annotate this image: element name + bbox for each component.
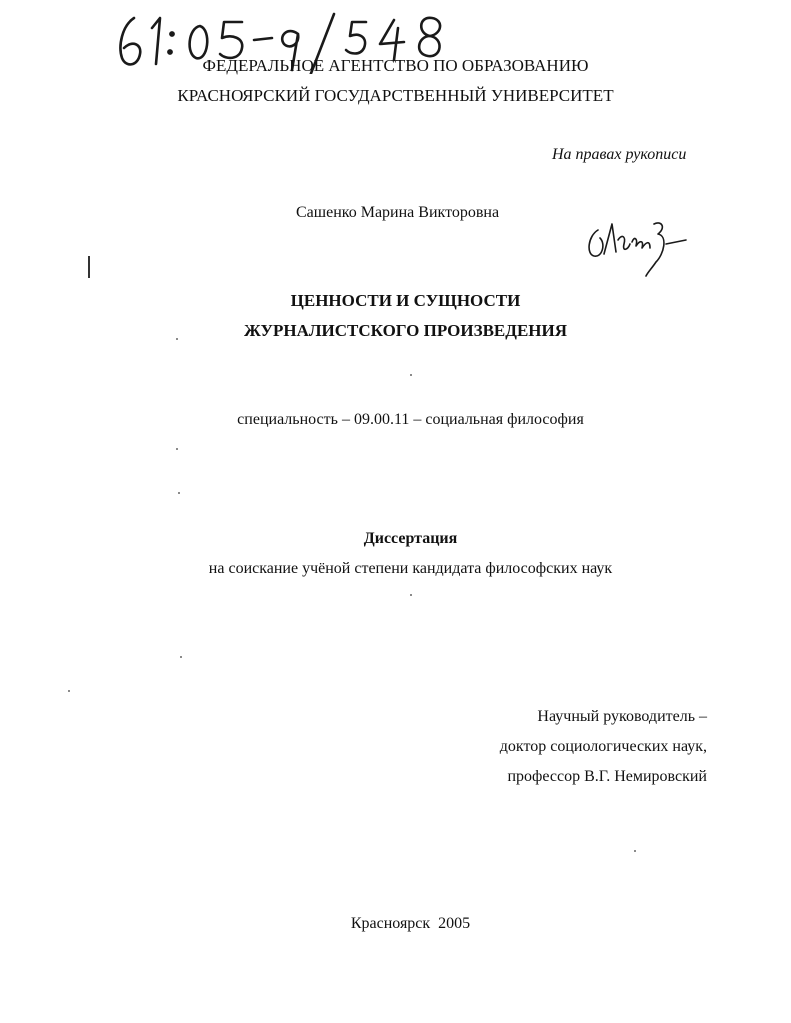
scan-speck [176,338,178,340]
scan-speck [180,656,182,658]
supervisor-line-2: доктор социологических наук, [499,738,707,755]
supervisor-line-1: Научный руководитель – [537,708,707,725]
rights-note: На правах рукописи [552,146,687,163]
margin-mark [88,256,90,278]
scan-speck [410,594,412,596]
scan-speck [634,850,636,852]
author-name: Сашенко Марина Викторовна [296,204,500,221]
scan-speck [410,374,412,376]
scan-speck [68,690,70,692]
agency-name: ФЕДЕРАЛЬНОЕ АГЕНТСТВО ПО ОБРАЗОВАНИЮ [202,56,589,75]
university-name: КРАСНОЯРСКИЙ ГОСУДАРСТВЕННЫЙ УНИВЕРСИТЕТ [177,86,614,105]
scan-speck [176,448,178,450]
scan-speck [178,492,180,494]
title-line-1: ЦЕННОСТИ И СУЩНОСТИ [290,291,521,310]
city-year: Красноярск 2005 [350,915,471,932]
supervisor-line-3: профессор В.Г. Немировский [507,768,707,785]
signature [582,210,692,280]
dissertation-subtitle: на соискание учёной степени кандидата философских наук [208,560,613,577]
specialty: специальность – 09.00.11 – социальная философия [237,411,584,428]
title-line-2: ЖУРНАЛИСТСКОГО ПРОИЗВЕДЕНИЯ [243,321,568,340]
dissertation-heading: Диссертация [363,530,458,547]
